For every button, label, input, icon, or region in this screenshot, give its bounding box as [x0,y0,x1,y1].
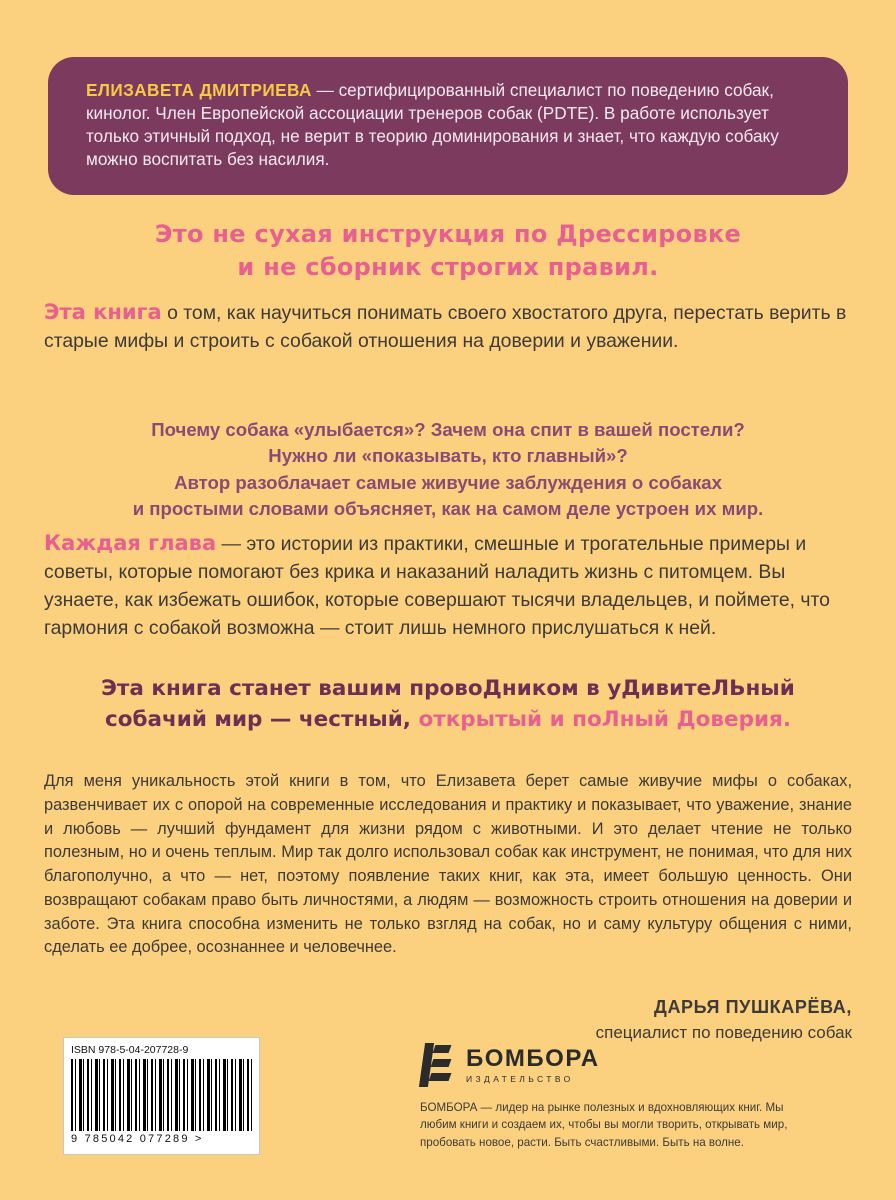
barcode-digits: 9 785042 077289 > [71,1133,204,1145]
author-dash: — [311,80,339,100]
reviewer-name: ДАРЬЯ ПУШКАРЁВА, [654,997,852,1017]
question-line-1: Почему собака «улыбается»? Зачем она спит в вашей постели? [151,419,745,440]
questions-block [44,417,852,523]
closing-line-2 [44,704,852,735]
question-line-2: Нужно ли «показывать, кто главный»? [268,445,628,467]
intro-lead: Эта книга [44,300,162,324]
question-line-3: Автор разоблачает самые живучие заблуждения о собаках [174,471,722,493]
isbn-text: ISBN 978-5-04-207728-9 [71,1044,189,1056]
author-badge [48,57,848,195]
intro-text: о том, как научиться понимать своего хвостатого друга, перестать верить в старые мифы и строить с собакой отношения на доверии и уважении. [44,302,847,352]
closing-line-1: Эта книга станет вашим провоДником в уДивитеЛЬный [101,676,795,701]
headline-line-1: Это не сухая инструкция по Дрессировке [154,220,742,248]
reviewer-role: специалист по поведению собак [595,1022,852,1042]
chapter-text: — это истории из практики, смешные и трогательные примеры и советы, которые помогают без крика и наказаний наладить жизнь с питомцем. Вы узнаете, как избежать ошибок, которые совершают тысячи владельцев, и поймете, что гармония с собакой возможна — стоит лишь немного прислушаться к ней. [44,533,830,639]
publisher-wordmark [466,1044,600,1084]
intro-paragraph [44,298,852,355]
publisher-logo [420,1043,820,1087]
author-badge-paragraph [86,79,820,171]
author-name: ЕЛИЗАВЕТА ДМИТРИЕВА [86,80,312,100]
publisher-blurb: БОМБОРА — лидер на рынке полезных и вдохновляющих книг. Мы любим книги и создаем их, чтобы вы могли творить, открывать мир, пробовать новое, расти. Быть счастливыми. Быть на волне. [420,1101,788,1149]
closing-line-2-dark: собачий мир — честный, [104,707,411,733]
publisher-block [420,1043,820,1151]
author-description: сертифицированный специалист по поведению собак, кинолог. Член Европейской ассоциации тренеров собак (PDTE). В работе использует только этичный подход, не верит в теорию доминирования и знает, что каждую собаку можно воспитать без насилия. [86,80,779,169]
review-text: Для меня уникальность этой книги в том, что Елизавета берет самые живучие мифы о собаках, развенчивает их с опорой на современные исследования и практику и показывает, что уважение, знание и любовь — лучший фундамент для жизни рядом с животными. И это делает чтение не только полезным, но и очень теплым. Мир так долго использовал собак как инструмент, не понимая, что для них благополучно, а что — нет, поэтому появление таких книг, как эта, имеет большую ценность. Они возвращают собакам право быть личностями, а людям — возможность строить отношения на доверии и заботе. Эта книга способна изменить не только взгляд на собак, но и саму культуру общения с ними, сделать ее добрее, осознаннее и человечнее. [44,772,852,957]
headline [44,218,852,283]
publisher-subtitle: ИЗДАТЕЛЬСТВО [466,1073,574,1084]
closing-line-2-pink: открытый и поЛный Доверия. [410,707,791,733]
question-line-4: и простыми словами объясняет, как на самом деле устроен их мир. [132,498,764,520]
bombora-mark-icon [420,1043,454,1087]
chapter-lead: Каждая глава [44,531,217,555]
headline-line-2: и не сборник строгих правил. [237,252,659,281]
publisher-name: БОМБОРА [466,1044,600,1072]
barcode-block [63,1037,260,1155]
chapter-paragraph [44,528,852,643]
barcode-bars-icon [71,1059,252,1131]
closing-statement [44,673,852,735]
